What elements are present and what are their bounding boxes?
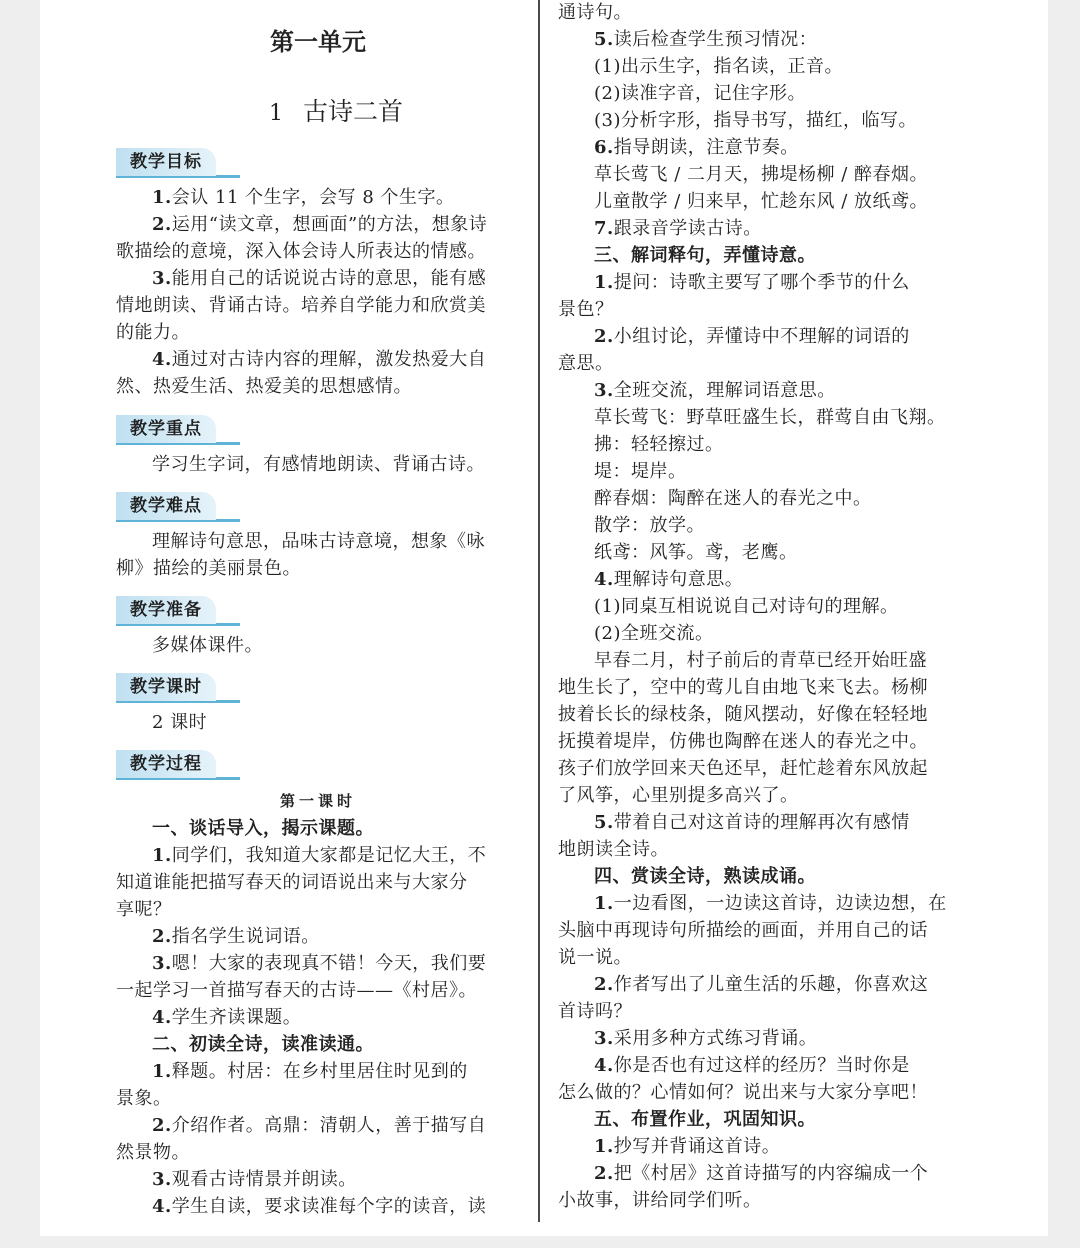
- sub-item: (1)同桌互相说说自己对诗句的理解。: [594, 596, 899, 617]
- goal-item: 2.运用“读文章，想画面”的方法，想象诗: [152, 214, 488, 235]
- lesson-title: [116, 92, 556, 128]
- goal-item: 1.会认 11 个生字，会写 8 个生字。: [152, 187, 455, 208]
- lesson-number: 1: [268, 101, 283, 126]
- section-tag-goals: 教学目标: [116, 148, 266, 182]
- step-item: 4.你是否也有过这样的经历？当时你是: [594, 1055, 910, 1076]
- step-item: 1.提问：诗歌主要写了哪个季节的什么: [594, 272, 910, 293]
- sub-item: (2)读准字音，记住字形。: [594, 83, 806, 104]
- section-hours: [116, 673, 520, 736]
- paragraph-line: 孩子们放学回来天色还早，赶忙趁着东风放起: [558, 758, 928, 779]
- step-item: 3.采用多种方式练习背诵。: [594, 1028, 818, 1049]
- hours-text: 2 课时: [152, 712, 208, 733]
- paragraph-line: 了风筝，心里别提多高兴了。: [558, 785, 799, 806]
- step-item: 1.同学们，我知道大家都是记忆大王，不: [152, 845, 487, 866]
- difficulty-text: 理解诗句意思，品味古诗意境，想象《咏: [152, 531, 485, 552]
- step-item: 2.作者写出了儿童生活的乐趣，你喜欢这: [594, 974, 929, 995]
- column-divider: [538, 0, 540, 1222]
- goal-item-cont: 歌描绘的意境，深入体会诗人所表达的情感。: [116, 241, 486, 262]
- glossary-line: 醉春烟：陶醉在迷人的春光之中。: [594, 488, 872, 509]
- section-tag-process: 教学过程: [116, 750, 266, 784]
- step-item: 1.一边看图，一边读这首诗，边读边想，在: [594, 893, 947, 914]
- unit-title: 第一单元: [270, 28, 366, 56]
- step-item: 3.全班交流，理解词语意思。: [594, 380, 836, 401]
- step-heading: 一、谈话导入，揭示课题。: [152, 818, 374, 839]
- step-item-cont: 然景物。: [116, 1142, 190, 1163]
- step-item-cont: 知道谁能把描写春天的词语说出来与大家分: [116, 872, 468, 893]
- step-item-cont: 说一说。: [558, 947, 632, 968]
- step-item-cont: 景象。: [116, 1088, 172, 1109]
- step-item: 6.指导朗读，注意节奏。: [594, 137, 799, 158]
- step-item-cont: 怎么做的？心情如何？说出来与大家分享吧！: [558, 1082, 928, 1103]
- lesson-name: 古诗二首: [302, 97, 403, 126]
- poem-line: 儿童散学 / 归来早，忙趁东风 / 放纸鸢。: [594, 191, 929, 212]
- step-item-cont: 首诗吗？: [558, 1001, 632, 1022]
- step-item: 1.释题。村居：在乡村里居住时见到的: [152, 1061, 468, 1082]
- step-heading: 三、解词释句，弄懂诗意。: [594, 245, 816, 266]
- step-item: 3.嗯！大家的表现真不错！今天，我们要: [152, 953, 487, 974]
- poem-line: 草长莺飞 / 二月天，拂堤杨柳 / 醉春烟。: [594, 164, 929, 185]
- step-item: 4.理解诗句意思。: [594, 569, 744, 590]
- sub-item: (2)全班交流。: [594, 623, 714, 644]
- step-item-cont: 小故事，讲给同学们听。: [558, 1190, 762, 1211]
- step-item: 5.读后检查学生预习情况：: [594, 29, 818, 50]
- step-item-cont: 一起学习一首描写春天的古诗——《村居》。: [116, 980, 477, 1001]
- step-item: 4.学生齐读课题。: [152, 1007, 302, 1028]
- step-item: 4.学生自读，要求读准每个字的读音，读: [152, 1196, 487, 1217]
- prep-text: 多媒体课件。: [152, 635, 263, 656]
- sub-item: (1)出示生字，指名读，正音。: [594, 56, 843, 77]
- goal-item: 3.能用自己的话说说古诗的意思，能有感: [152, 268, 487, 289]
- section-goals: [116, 148, 520, 400]
- glossary-line: 纸鸢：风筝。鸢，老鹰。: [594, 542, 798, 563]
- glossary-line: 堤：堤岸。: [594, 461, 687, 482]
- step-heading: 四、赏读全诗，熟读成诵。: [594, 866, 816, 887]
- goal-item: 4.通过对古诗内容的理解，激发热爱大自: [152, 349, 487, 370]
- section-difficulty: [116, 492, 520, 582]
- paragraph-line: 披着长长的绿枝条，随风摆动，好像在轻轻地: [558, 704, 928, 725]
- section-process: [116, 750, 520, 1220]
- step-item-cont: 景色？: [558, 299, 614, 320]
- step-item: 2.把《村居》这首诗描写的内容编成一个: [594, 1163, 929, 1184]
- section-tag-difficulty: 教学难点: [116, 492, 266, 526]
- sub-item: (3)分析字形，指导书写，描红，临写。: [594, 110, 917, 131]
- goal-item-cont: 情地朗读、背诵古诗。培养自学能力和欣赏美: [116, 295, 486, 316]
- step-item-cont: 意思。: [558, 353, 614, 374]
- glossary-line: 散学：放学。: [594, 515, 705, 536]
- step-item: 5.带着自己对这首诗的理解再次有感情: [594, 812, 910, 833]
- glossary-line: 拂：轻轻擦过。: [594, 434, 724, 455]
- key-text: 学习生字词，有感情地朗读、背诵古诗。: [152, 454, 485, 475]
- section-prep: [116, 596, 520, 659]
- difficulty-text: 柳》描绘的美丽景色。: [116, 558, 301, 579]
- section-tag-hours: 教学课时: [116, 673, 266, 707]
- goal-item-cont: 然、热爱生活、热爱美的思想感情。: [116, 376, 412, 397]
- paragraph-line: 地生长了，空中的莺儿自由地飞来飞去。杨柳: [558, 677, 928, 698]
- glossary-line: 草长莺飞：野草旺盛生长，群莺自由飞翔。: [594, 407, 946, 428]
- step-item: 2.指名学生说词语。: [152, 926, 320, 947]
- section-tag-key: 教学重点: [116, 415, 266, 449]
- step-heading: 二、初读全诗，读准读通。: [152, 1034, 374, 1055]
- paragraph-line: 早春二月，村子前后的青草已经开始旺盛: [594, 650, 927, 671]
- step-heading: 五、布置作业，巩固知识。: [594, 1109, 816, 1130]
- section-key: [116, 415, 520, 478]
- step-item: 2.介绍作者。高鼎：清朝人，善于描写自: [152, 1115, 487, 1136]
- step-item: 1.抄写并背诵这首诗。: [594, 1136, 781, 1157]
- right-column: [558, 0, 962, 1214]
- step-item-cont: 享呢？: [116, 899, 172, 920]
- step-item: 7.跟录音学读古诗。: [594, 218, 762, 239]
- step-item-cont: 地朗读全诗。: [558, 839, 669, 860]
- goal-item-cont: 的能力。: [116, 322, 190, 343]
- step-item-cont: 头脑中再现诗句所描绘的画面，并用自己的话: [558, 920, 928, 941]
- step-item: 3.观看古诗情景并朗读。: [152, 1169, 357, 1190]
- section-tag-prep: 教学准备: [116, 596, 266, 630]
- period-title: 第一课时: [279, 792, 356, 810]
- continued-line: 通诗句。: [558, 2, 632, 23]
- step-item: 2.小组讨论，弄懂诗中不理解的词语的: [594, 326, 910, 347]
- paragraph-line: 抚摸着堤岸，仿佛也陶醉在迷人的春光之中。: [558, 731, 928, 752]
